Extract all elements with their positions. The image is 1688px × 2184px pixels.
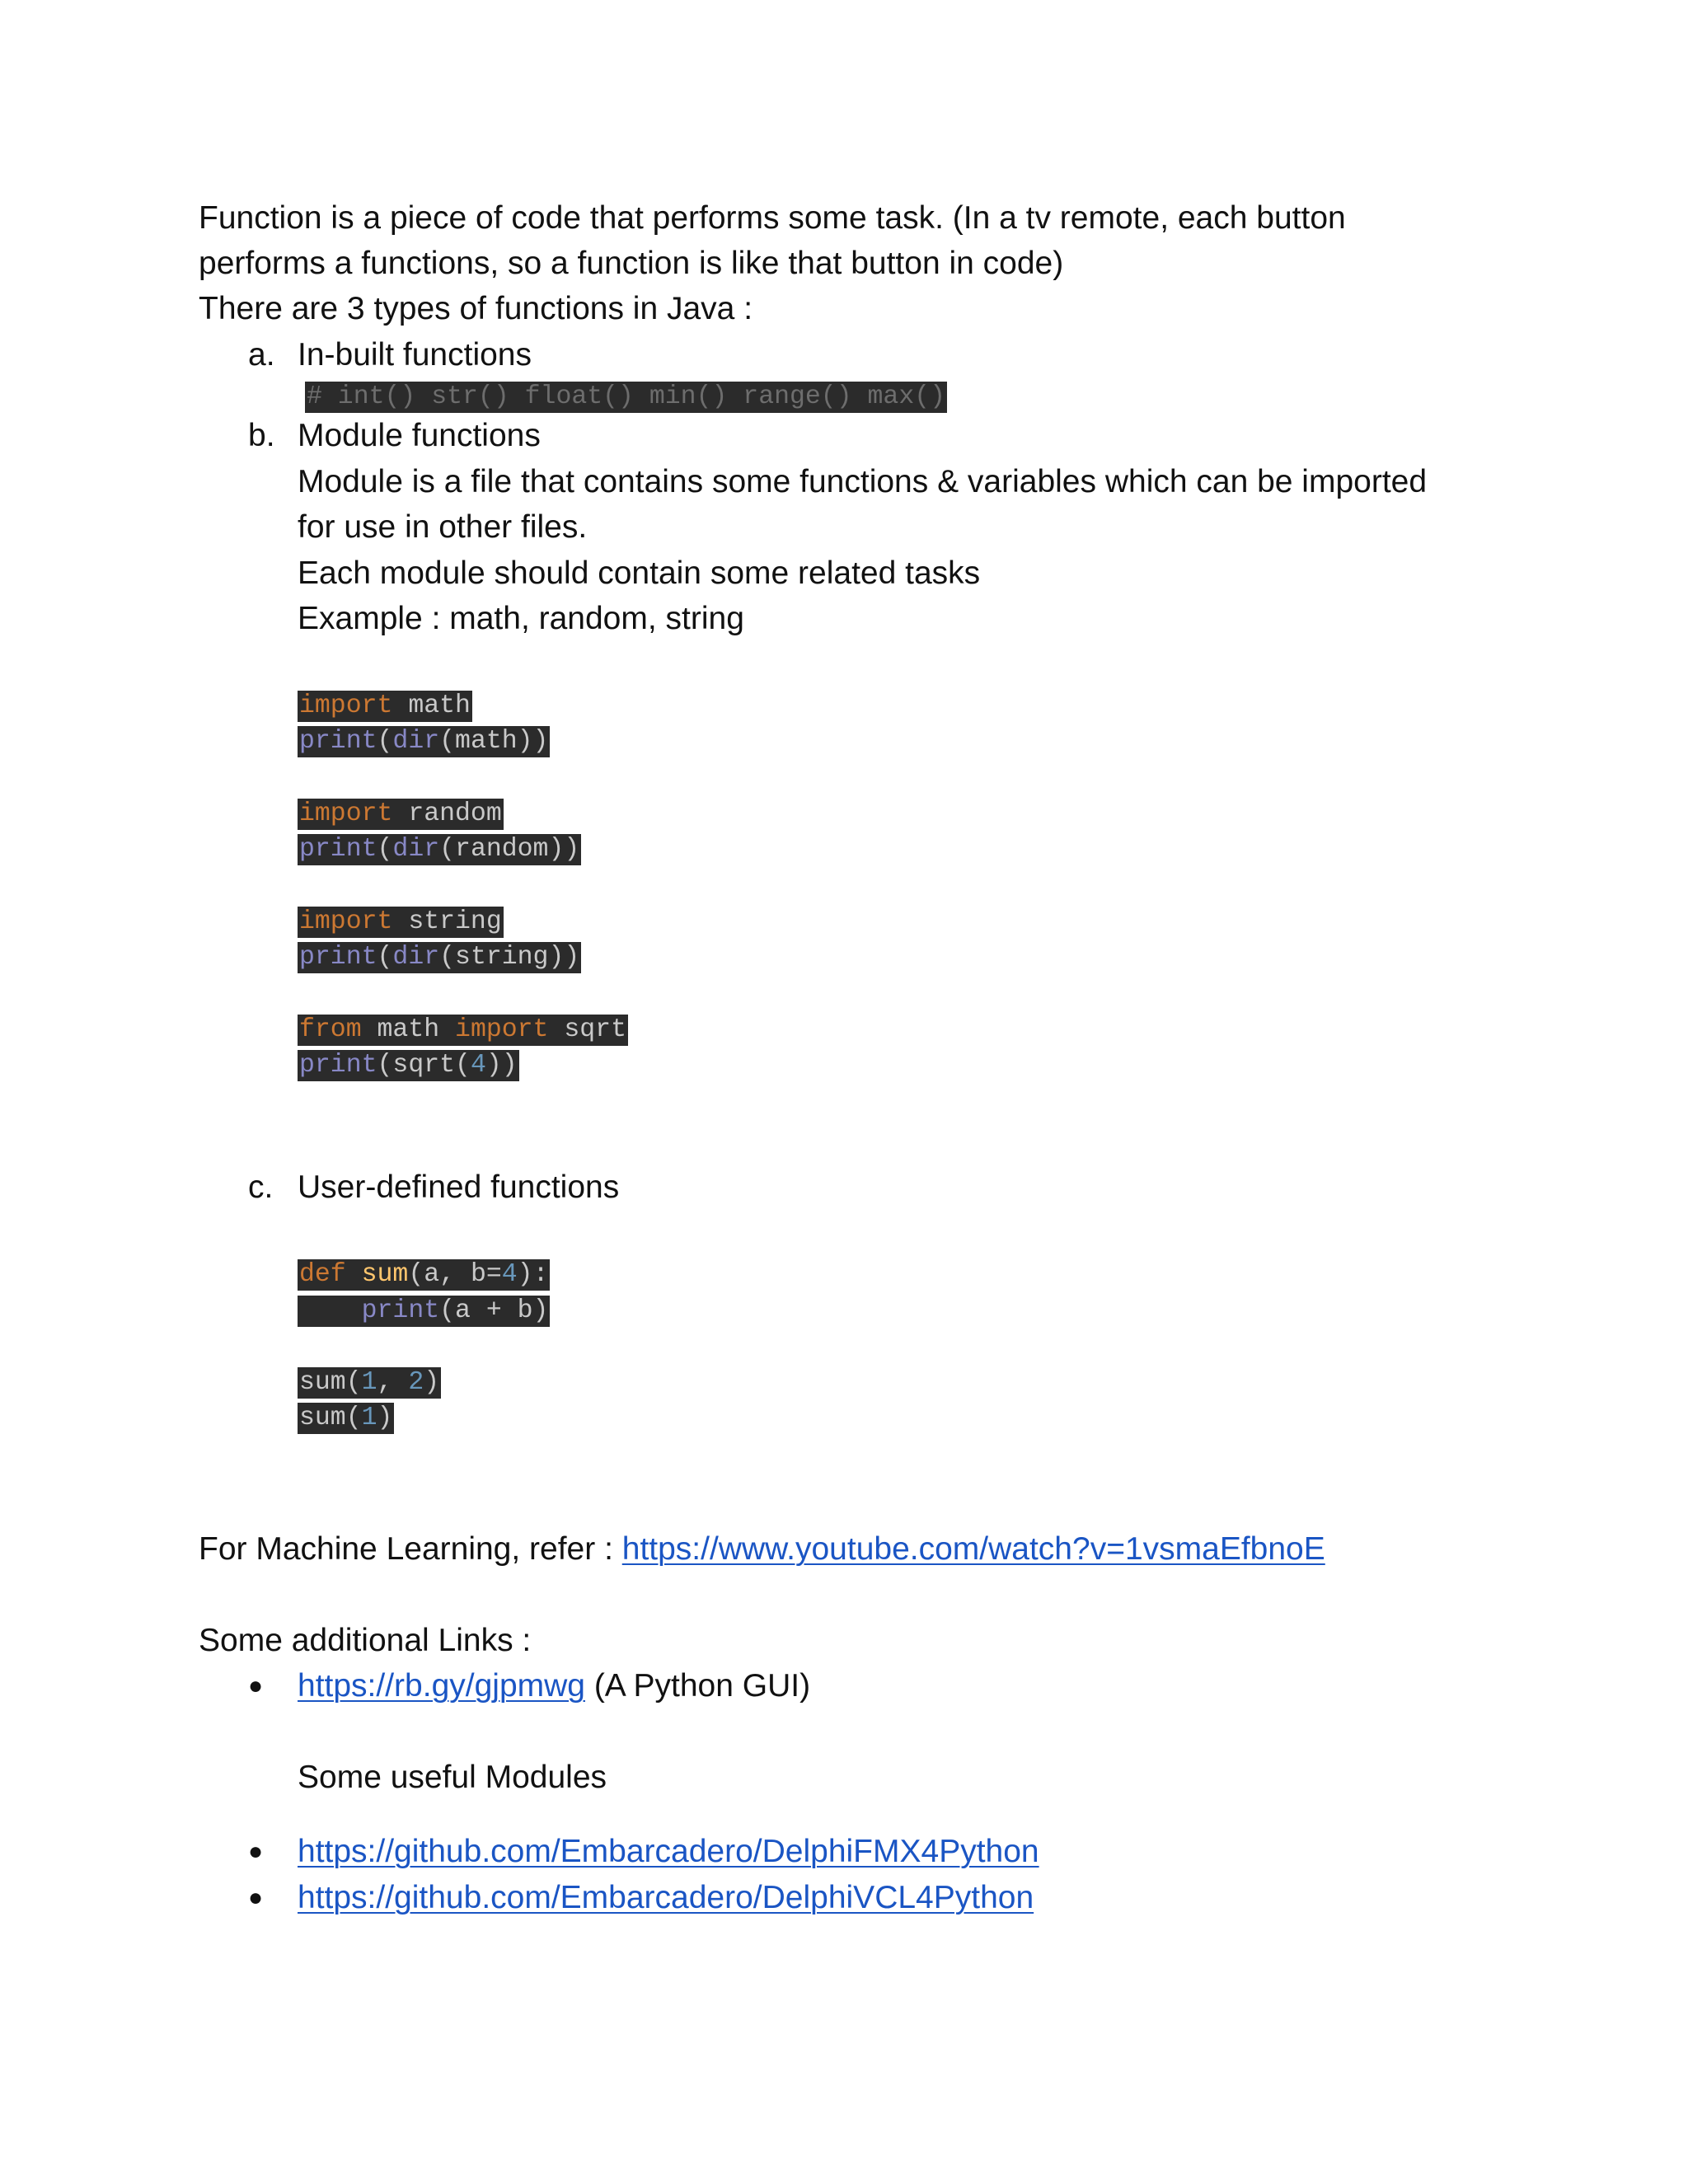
code-keyword: from	[299, 1015, 362, 1044]
bullet-marker: ●	[248, 1672, 264, 1699]
code-text: ,	[377, 1368, 409, 1397]
inbuilt-code-line: # int() str() float() min() range() max()	[307, 382, 946, 411]
code-keyword: import	[455, 1015, 549, 1044]
code-builtin: dir	[392, 835, 440, 864]
additional-link-item-2	[298, 1829, 1039, 1875]
code-builtin: dir	[392, 727, 440, 756]
intro-line-3: There are 3 types of functions in Java :	[199, 291, 753, 326]
list-marker-a: a.	[248, 337, 275, 373]
code-builtin: print	[299, 727, 377, 756]
bullet-marker: ●	[248, 1884, 264, 1911]
code-text: (random))	[439, 835, 580, 864]
code-line-import-random	[298, 799, 504, 830]
code-text: )	[377, 1404, 393, 1432]
list-marker-b: b.	[248, 418, 275, 453]
code-line-print-a-plus-b	[298, 1296, 550, 1327]
code-line-print-dir-random	[298, 834, 581, 865]
useful-modules-heading: Some useful Modules	[298, 1760, 607, 1795]
code-builtin: print	[361, 1296, 440, 1325]
code-keyword: import	[299, 907, 393, 936]
code-number: 4	[470, 1051, 486, 1080]
code-builtin: print	[299, 943, 377, 972]
code-function-name: sum	[361, 1260, 409, 1289]
additional-link-item-3	[298, 1875, 1034, 1921]
code-keyword: import	[299, 691, 393, 720]
item-a-title: In-built functions	[298, 337, 532, 373]
code-text: sqrt	[548, 1015, 626, 1044]
code-line-import-string	[298, 907, 504, 938]
code-number: 1	[361, 1404, 377, 1432]
code-text: )	[424, 1368, 440, 1397]
additional-links-heading: Some additional Links :	[199, 1623, 532, 1658]
bullet-marker: ●	[248, 1838, 264, 1865]
code-line-def-sum	[298, 1259, 550, 1291]
code-text: (	[377, 943, 393, 972]
code-keyword: import	[299, 799, 393, 828]
code-text: string	[392, 907, 502, 936]
code-line-sum-1-2	[298, 1367, 441, 1399]
intro-line-1: Function is a piece of code that performs some task. (In a tv remote, each button	[199, 200, 1346, 236]
code-text: (a + b)	[439, 1296, 549, 1325]
item-b-title: Module functions	[298, 418, 541, 453]
code-number: 2	[408, 1368, 424, 1397]
code-line-print-sqrt	[298, 1050, 519, 1081]
code-builtin: print	[299, 1051, 377, 1080]
code-indent	[299, 1296, 362, 1325]
module-desc-line-4: Example : math, random, string	[298, 601, 744, 636]
code-text: (	[377, 835, 393, 864]
code-line-from-math-import-sqrt	[298, 1015, 628, 1046]
delphifmx4python-link[interactable]: https://github.com/Embarcadero/DelphiFMX4Python	[298, 1834, 1039, 1869]
module-desc-line-3: Each module should contain some related tasks	[298, 555, 981, 591]
module-desc-line-2: for use in other files.	[298, 509, 588, 545]
link-note: (A Python GUI)	[584, 1668, 811, 1704]
code-number: 1	[361, 1368, 377, 1397]
code-text: sum(	[299, 1404, 362, 1432]
code-line-print-dir-string	[298, 942, 581, 973]
rbgy-link[interactable]: https://rb.gy/gjpmwg	[298, 1668, 585, 1704]
code-text	[346, 1260, 362, 1289]
code-keyword: def	[299, 1260, 346, 1289]
code-builtin: print	[299, 835, 377, 864]
code-text: (a, b=	[408, 1260, 502, 1289]
youtube-link[interactable]: https://www.youtube.com/watch?v=1vsmaEfbnoE	[621, 1531, 1325, 1567]
module-desc-line-1: Module is a file that contains some functions & variables which can be imported	[298, 464, 1428, 499]
code-line-sum-1	[298, 1403, 394, 1434]
intro-line-2: performs a functions, so a function is like that button in code)	[199, 246, 1064, 281]
code-text: ))	[485, 1051, 518, 1080]
code-text: (string))	[439, 943, 580, 972]
code-line-print-dir-math	[298, 726, 550, 757]
code-text: (sqrt(	[377, 1051, 471, 1080]
code-builtin: dir	[392, 943, 440, 972]
delphivcl4python-link[interactable]: https://github.com/Embarcadero/DelphiVCL4Python	[298, 1880, 1034, 1915]
list-marker-c: c.	[248, 1169, 274, 1205]
code-text: random	[392, 799, 502, 828]
ml-reference-line	[199, 1526, 1325, 1572]
code-number: 4	[501, 1260, 518, 1289]
code-text: math	[392, 691, 471, 720]
code-text: (math))	[439, 727, 549, 756]
ml-reference-label: For Machine Learning, refer :	[199, 1531, 622, 1567]
code-text: sum(	[299, 1368, 362, 1397]
item-c-title: User-defined functions	[298, 1169, 620, 1205]
code-text: ):	[517, 1260, 549, 1289]
additional-link-item-1	[298, 1663, 810, 1709]
code-text: (	[377, 727, 393, 756]
code-line-import-math	[298, 691, 472, 722]
code-text: math	[361, 1015, 456, 1044]
